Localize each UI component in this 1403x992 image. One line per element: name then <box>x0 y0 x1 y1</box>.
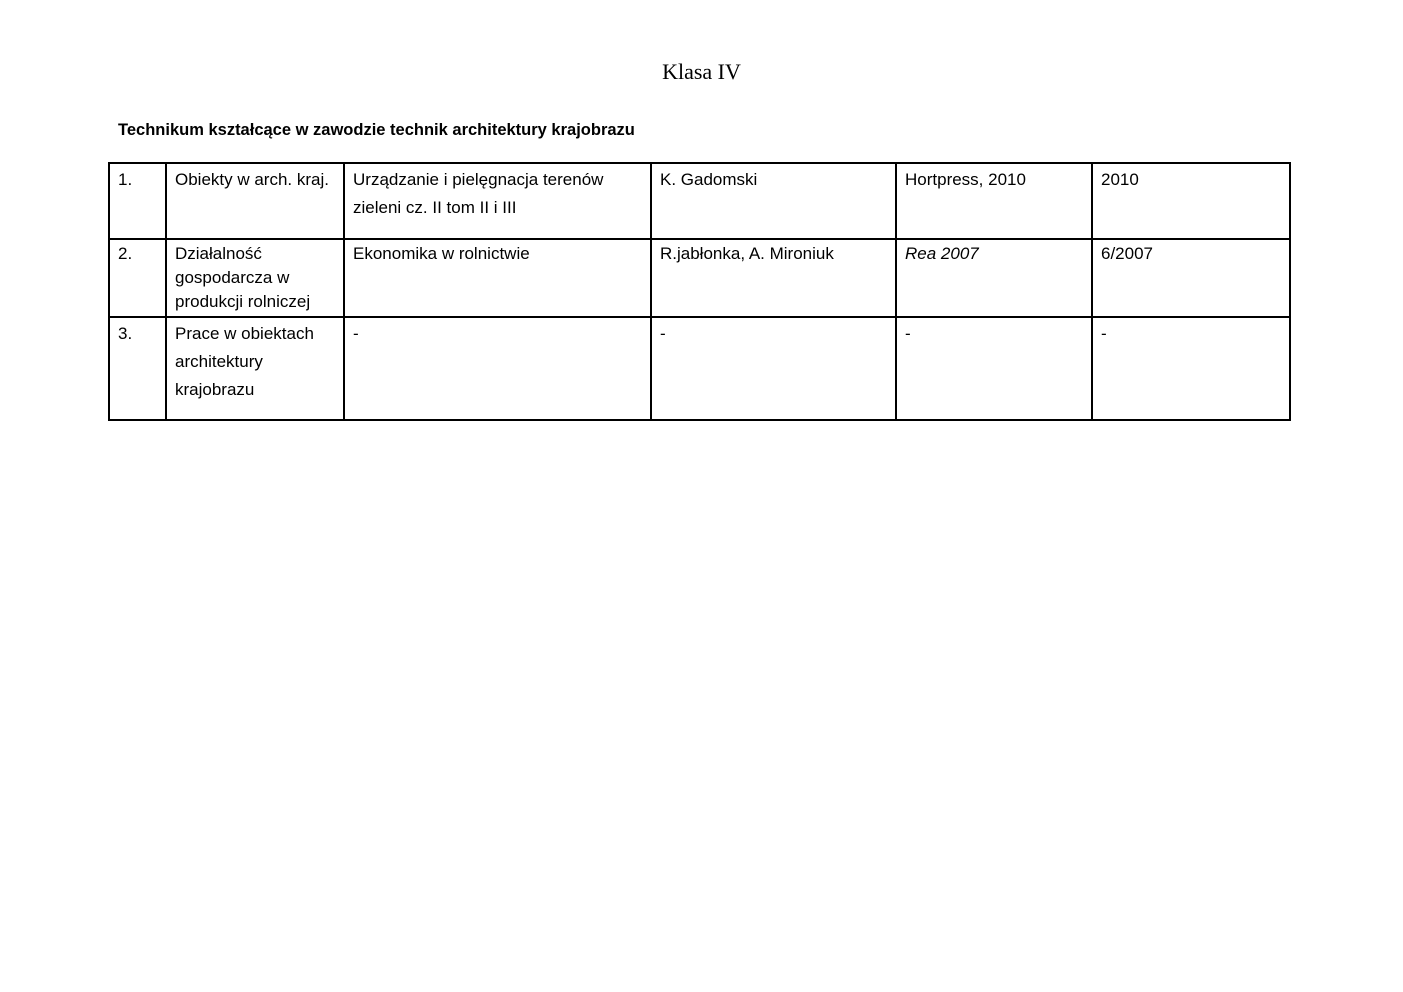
subject-cell <box>166 163 344 239</box>
table-row <box>109 239 1290 317</box>
book-title-text: Ekonomika w rolnictwie <box>353 244 530 263</box>
author-cell <box>651 163 896 239</box>
author-cell <box>651 317 896 420</box>
author-text: K. Gadomski <box>660 170 758 189</box>
textbook-table <box>108 162 1291 421</box>
subject-cell <box>166 239 344 317</box>
book-title-cell <box>344 163 651 239</box>
author-text: - <box>660 324 666 343</box>
author-text: R.jabłonka, A. Mironiuk <box>660 244 834 263</box>
section-heading: Technikum kształcące w zawodzie technik architektury krajobrazu <box>118 121 635 139</box>
row-number: 2. <box>118 244 133 263</box>
book-title-cell <box>344 317 651 420</box>
year-text: - <box>1101 324 1107 343</box>
book-title-cell <box>344 239 651 317</box>
book-title-text: - <box>353 324 359 343</box>
publisher-text: - <box>905 324 911 343</box>
publisher-text: Hortpress, 2010 <box>905 170 1026 189</box>
year-text: 6/2007 <box>1101 244 1153 263</box>
row-number-cell <box>109 239 166 317</box>
row-number-cell <box>109 317 166 420</box>
subject-text: Działalność gospodarcza w produkcji rolniczej <box>175 244 311 311</box>
row-number: 3. <box>118 324 133 343</box>
author-cell <box>651 239 896 317</box>
year-cell <box>1092 239 1290 317</box>
subject-text: Obiekty w arch. kraj. <box>175 170 329 189</box>
table-row <box>109 163 1290 239</box>
year-cell <box>1092 317 1290 420</box>
publisher-text: Rea 2007 <box>905 244 979 263</box>
row-number-cell <box>109 163 166 239</box>
publisher-cell <box>896 317 1092 420</box>
publisher-cell <box>896 163 1092 239</box>
year-cell <box>1092 163 1290 239</box>
book-title-text: Urządzanie i pielęgnacja terenów zieleni cz. II tom II i III <box>353 170 604 217</box>
year-text: 2010 <box>1101 170 1139 189</box>
row-number: 1. <box>118 170 133 189</box>
table-row <box>109 317 1290 420</box>
subject-cell <box>166 317 344 420</box>
subject-text: Prace w obiektach architektury krajobrazu <box>175 324 314 399</box>
publisher-cell <box>896 239 1092 317</box>
page-title: Klasa IV <box>662 59 741 84</box>
